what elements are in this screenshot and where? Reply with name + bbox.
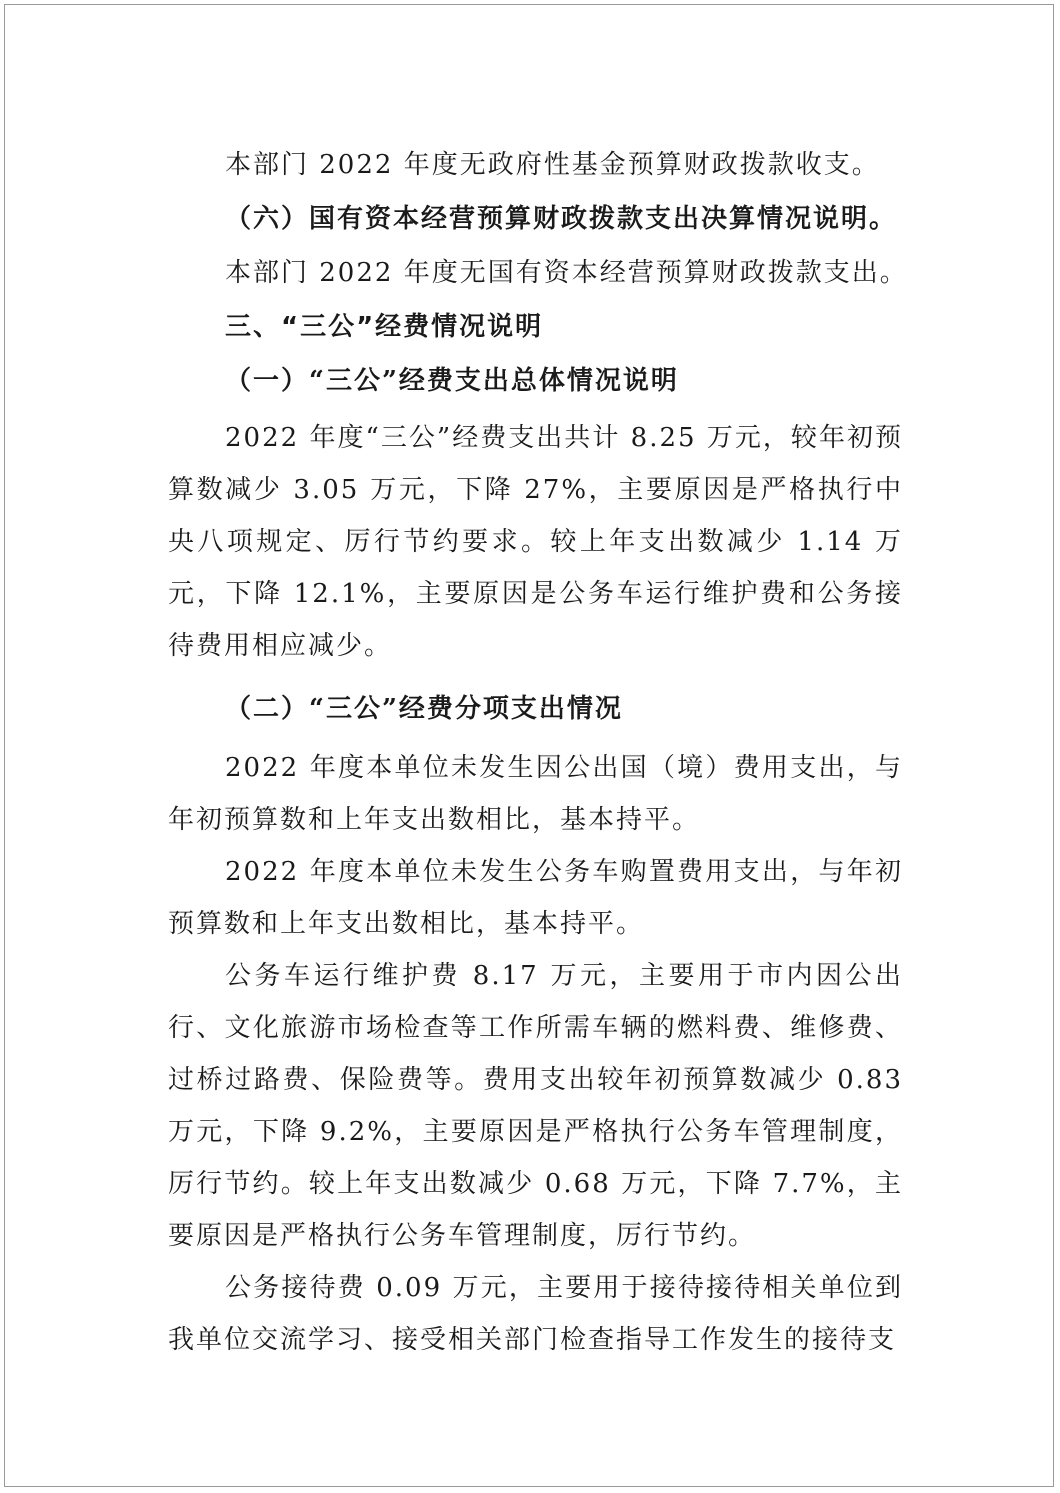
subheading-overall: （一）“三公”经费支出总体情况说明 (225, 366, 679, 396)
section-three-public-funds: 三、“三公”经费情况说明 (225, 312, 544, 342)
subheading-itemized: （二）“三公”经费分项支出情况 (225, 694, 623, 724)
paragraph-vehicle-maintenance: 公务车运行维护费 8.17 万元，主要用于市内因公出行、文化旅游市场检查等工作所需车辆的燃料费、维修费、过桥过路费、保险费等。费用支出较年初预算数减少 0.83 万元，下降 9.2%，主要原因是严格执行公务车管理制度，厉行节约。较上年支出数减少 0.68 万元，下降 7.7%，主要原因是严格执行公务车管理制度，厉行节约。 (168, 961, 903, 1251)
paragraph-abroad: 2022 年度本单位未发生因公出国（境）费用支出，与年初预算数和上年支出数相比，基本持平。 (168, 753, 903, 835)
no-state-capital-line: 本部门 2022 年度无国有资本经营预算财政拨款支出。 (225, 258, 908, 288)
paragraph-reception: 公务接待费 0.09 万元，主要用于接待接待相关单位到我单位交流学习、接受相关部门检查指导工作发生的接待支 (168, 1273, 903, 1355)
paragraph-overall: 2022 年度“三公”经费支出共计 8.25 万元，较年初预算数减少 3.05 万元，下降 27%，主要原因是严格执行中央八项规定、厉行节约要求。较上年支出数减少 1.14 万元，下降 12.1%，主要原因是公务车运行维护费和公务接待费用相应减少。 (168, 423, 903, 661)
heading-state-capital: （六）国有资本经营预算财政拨款支出决算情况说明。 (225, 204, 898, 234)
document-page (4, 4, 1054, 1487)
no-fund-budget-line: 本部门 2022 年度无政府性基金预算财政拨款收支。 (225, 150, 880, 180)
document-body (168, 138, 908, 1366)
paragraph-vehicle-purchase: 2022 年度本单位未发生公务车购置费用支出，与年初预算数和上年支出数相比，基本持平。 (168, 857, 903, 939)
